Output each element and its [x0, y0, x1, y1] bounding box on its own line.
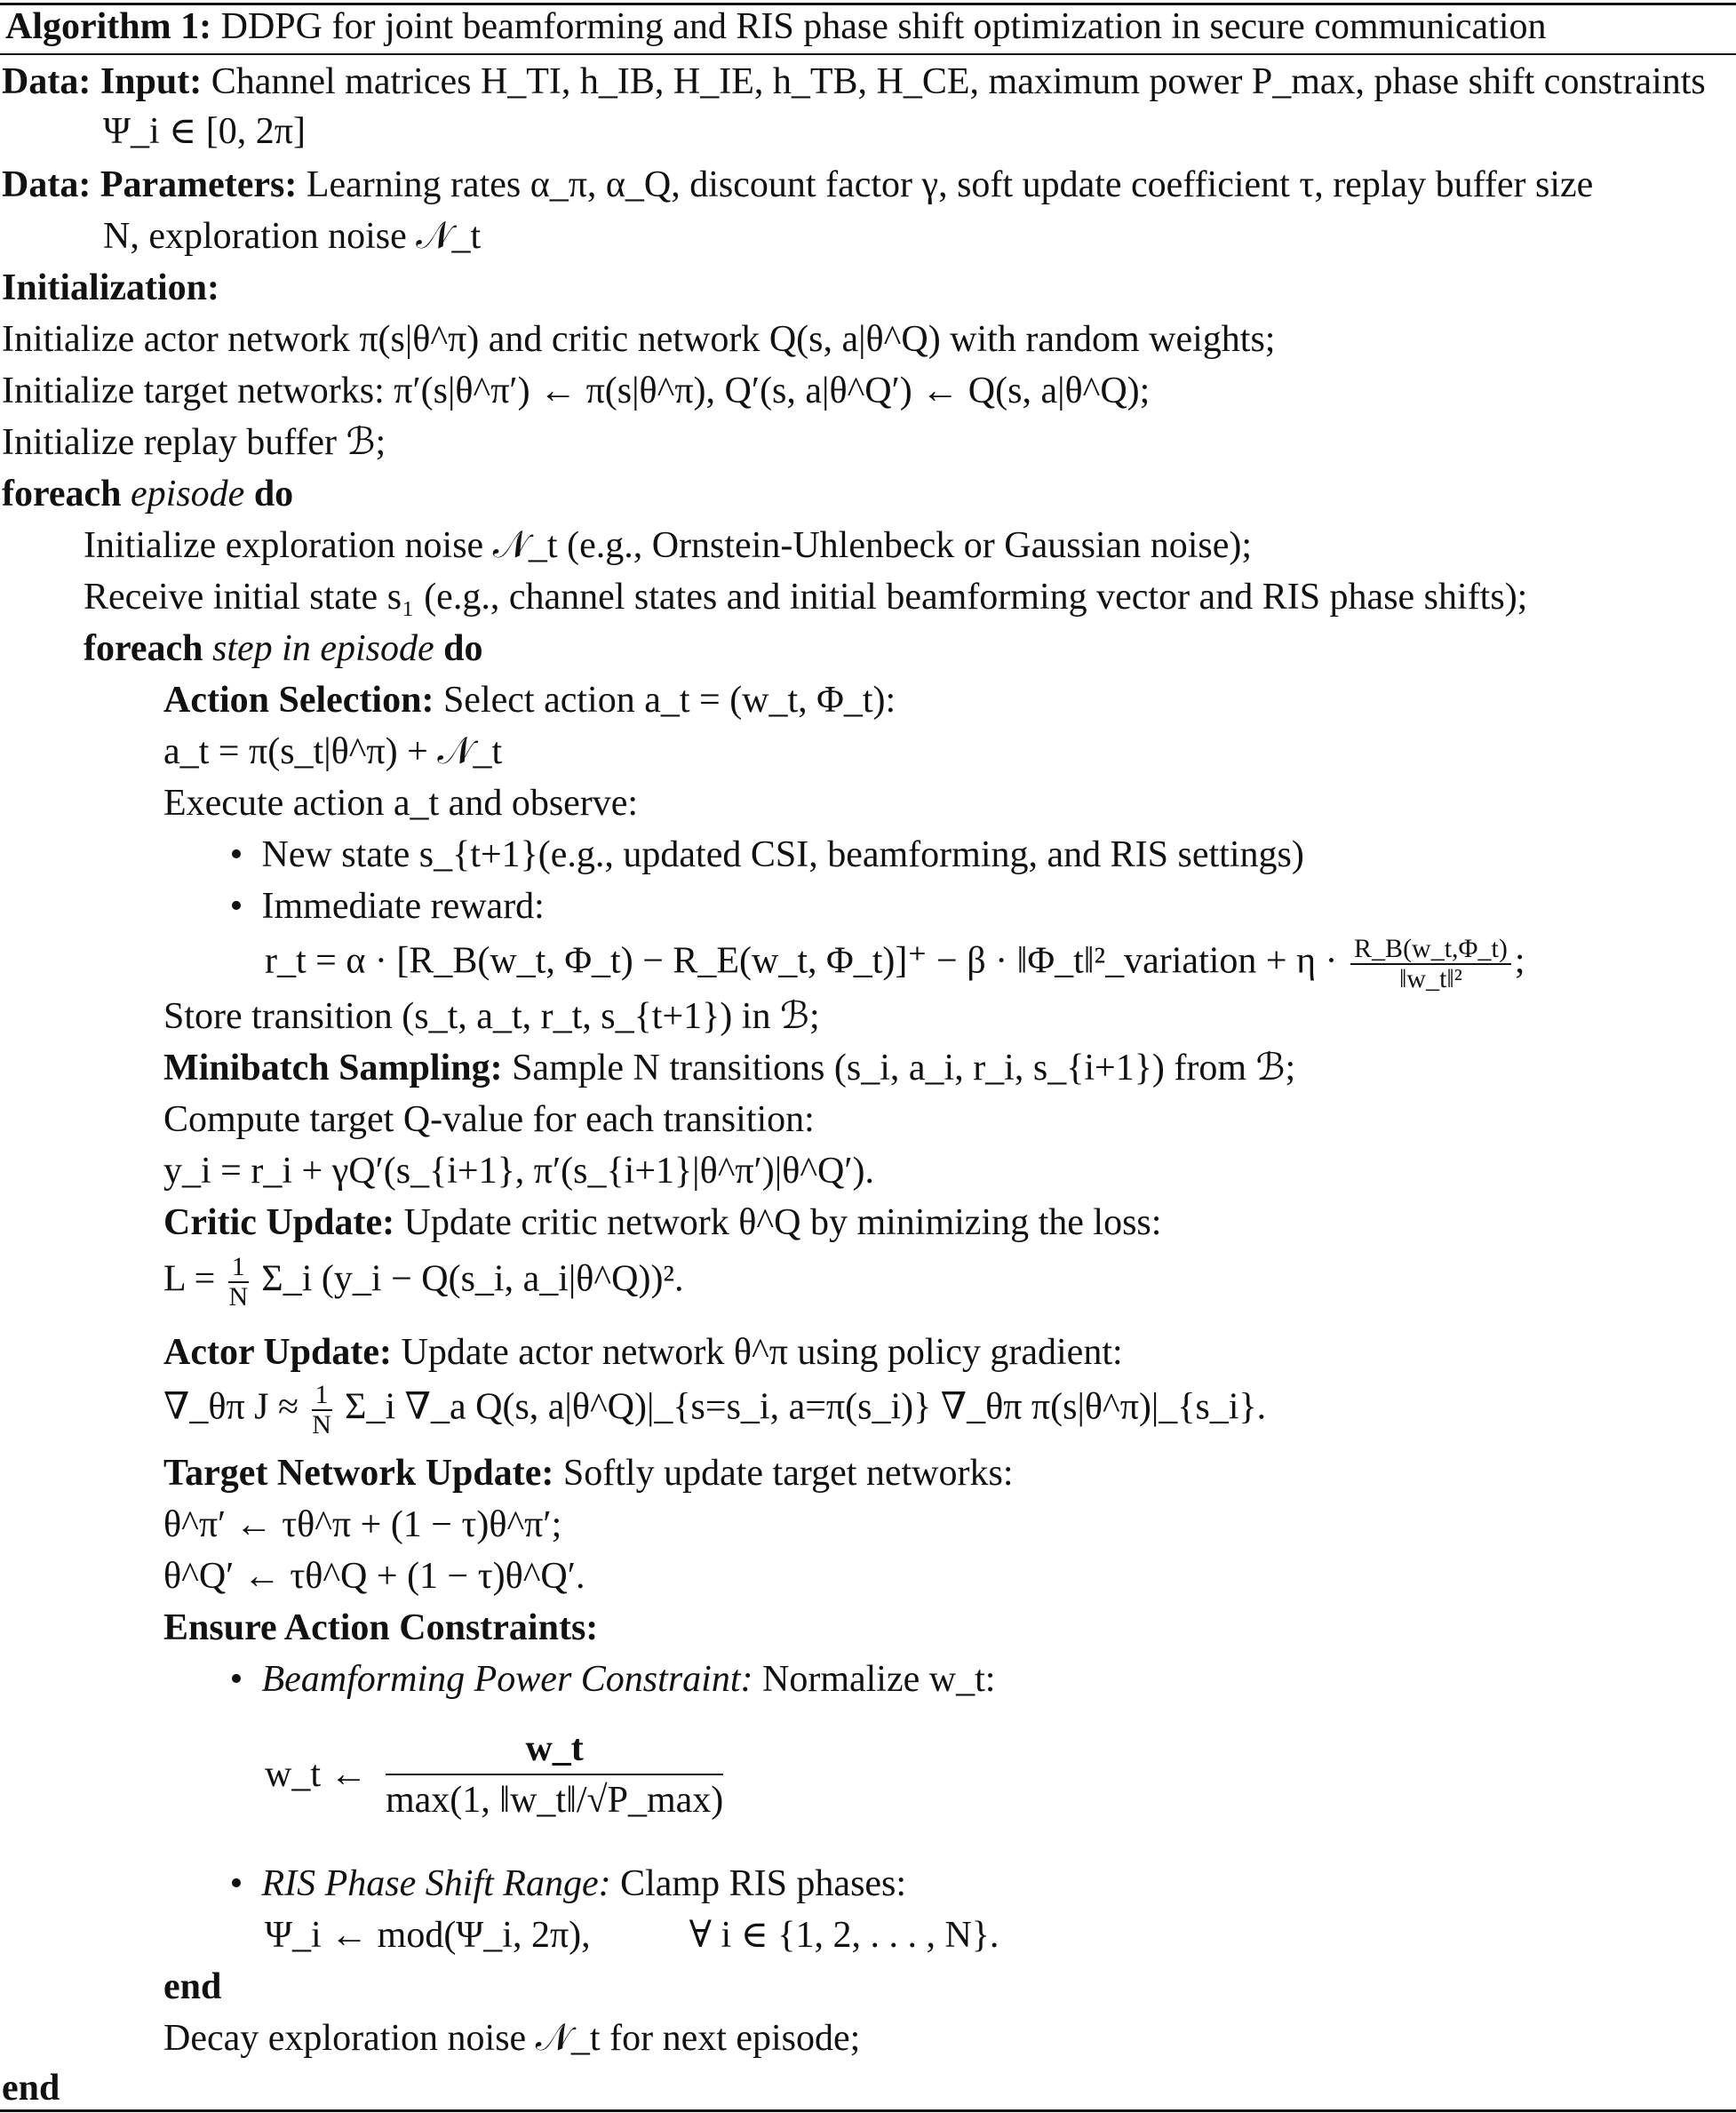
action-selection-key: Action Selection: [163, 680, 434, 721]
clamp-expr: Ψ_i ← mod(Ψ_i, 2π), [265, 1915, 591, 1956]
normalize-denominator: max(1, ‖w_t‖/√P_max) [386, 1780, 724, 1821]
bullet-italic: Beamforming Power Constraint: [261, 1659, 753, 1700]
target-actor-eq: θ^π′ ← τθ^π + (1 − τ)θ^π′; [163, 1504, 562, 1545]
actor-key: Actor Update: [163, 1332, 393, 1373]
constraints-heading: Ensure Action Constraints: [163, 1607, 599, 1648]
loss-rhs: Σ_i (y_i − Q(s_i, a_i|θ^Q))². [261, 1258, 684, 1300]
target-critic-eq: θ^Q′ ← τθ^Q + (1 − τ)θ^Q′. [163, 1556, 585, 1597]
actor-line [163, 1329, 1123, 1375]
algorithm-caption [5, 4, 1547, 50]
minibatch-text: Sample N transitions (s_i, a_i, r_i, s_{i+1}) from ℬ; [512, 1048, 1296, 1088]
normalize-fraction [386, 1724, 723, 1825]
reward-tail: ; [1514, 940, 1525, 982]
gradient-fraction [312, 1381, 332, 1439]
critic-loss-equation [163, 1253, 684, 1315]
reward-numerator: R_B(w_t,Φ_t) [1350, 935, 1511, 965]
minibatch-line [163, 1045, 1295, 1091]
policy-gradient-equation [163, 1381, 1266, 1443]
gradient-numerator: 1 [312, 1381, 332, 1411]
inner-end: end [163, 1966, 222, 2007]
gradient-denominator: N [312, 1410, 331, 1439]
bottom-rule [0, 2109, 1736, 2112]
bullet-text: Normalize w_t: [762, 1659, 996, 1700]
do-keyword: do [443, 628, 483, 669]
init-line-3: Initialize replay buffer ℬ; [2, 422, 386, 463]
gradient-lhs: ∇_θπ J ≈ [163, 1386, 299, 1428]
critic-text: Update critic network θ^Q by minimizing the loss: [403, 1202, 1162, 1243]
normalize-equation [265, 1724, 732, 1839]
normalize-numerator: w_t [386, 1724, 723, 1775]
critic-line [163, 1200, 1161, 1246]
execute-line: Execute action a_t and observe: [163, 783, 639, 824]
data-label: Data: [2, 61, 92, 102]
bullet-phase-range [220, 1861, 906, 1907]
outer-foreach [2, 471, 293, 517]
data-input-line [2, 59, 1706, 105]
bullet-italic: RIS Phase Shift Range: [261, 1863, 611, 1904]
outer-line-1: Initialize exploration noise 𝒩_t (e.g., Ornstein-Uhlenbeck or Gaussian noise); [84, 525, 1253, 566]
clamp-condition: ∀ i ∈ {1, 2, . . . , N}. [689, 1915, 999, 1956]
target-update-key: Target Network Update: [163, 1453, 554, 1494]
critic-key: Critic Update: [163, 1202, 395, 1243]
parameters-key: Parameters: [100, 164, 298, 205]
phase-clamp-equation [265, 1912, 999, 1958]
foreach-keyword: foreach [2, 474, 122, 514]
init-heading: Initialization: [2, 267, 220, 308]
store-transition: Store transition (s_t, a_t, r_t, s_{t+1}) in ℬ; [163, 996, 820, 1037]
action-selection [163, 677, 896, 723]
caption-rule [0, 53, 1736, 55]
gradient-rhs: Σ_i ∇_a Q(s, a|θ^Q)|_{s=s_i, a=π(s_i)} ∇_θπ π(s|θ^π)|_{s_i}. [345, 1386, 1267, 1428]
data-params-line [2, 162, 1593, 208]
foreach-keyword: foreach [84, 628, 203, 669]
data-label: Data: [2, 164, 92, 205]
reward-equation [265, 935, 1525, 997]
normalize-lhs: w_t ← [265, 1754, 368, 1795]
action-selection-text: Select action a_t = (w_t, Φ_t): [442, 680, 896, 721]
bullet-new-state [220, 832, 1304, 878]
bullet-text: Clamp RIS phases: [620, 1863, 907, 1904]
algorithm-label: Algorithm 1: [5, 6, 212, 47]
bullet-icon: • [229, 886, 243, 927]
target-update-text: Softly update target networks: [562, 1453, 1014, 1494]
init-line-1: Initialize actor network π(s|θ^π) and critic network Q(s, a|θ^Q) with random weights; [2, 319, 1276, 360]
minibatch-key: Minibatch Sampling: [163, 1048, 503, 1088]
outer-line-2: Receive initial state s₁ (e.g., channel states and initial beamforming vector and RIS phase shifts); [84, 577, 1528, 618]
loss-numerator: 1 [228, 1253, 249, 1283]
bullet-text: New state s_{t+1}(e.g., updated CSI, beamforming, and RIS settings) [261, 834, 1304, 875]
compute-target-line: Compute target Q-value for each transition: [163, 1099, 815, 1140]
loss-denominator: N [228, 1282, 249, 1312]
action-equation: a_t = π(s_t|θ^π) + 𝒩_t [163, 731, 503, 772]
actor-text: Update actor network θ^π using policy gradient: [401, 1332, 1123, 1373]
bullet-icon: • [229, 834, 243, 875]
data-params-cont: N, exploration noise 𝒩_t [103, 216, 482, 257]
target-q-equation: y_i = r_i + γQ′(s_{i+1}, π′(s_{i+1}|θ^π′)|θ^Q′). [163, 1151, 875, 1192]
parameters-text: Learning rates α_π, α_Q, discount factor γ, soft update coefficient τ, replay buffer size [306, 164, 1594, 205]
decay-noise-line: Decay exploration noise 𝒩_t for next episode; [163, 2018, 861, 2059]
reward-denominator: ‖w_t‖² [1399, 964, 1462, 993]
bullet-text: Immediate reward: [261, 886, 545, 927]
bullet-icon: • [229, 1863, 243, 1904]
init-line-2: Initialize target networks: π′(s|θ^π′) ← π(s|θ^π), Q′(s, a|θ^Q′) ← Q(s, a|θ^Q); [2, 371, 1151, 411]
outer-end: end [2, 2068, 60, 2109]
input-key: Input: [100, 61, 203, 102]
data-input-cont: Ψ_i ∈ [0, 2π] [103, 111, 306, 152]
foreach-var: episode [131, 474, 245, 514]
input-text: Channel matrices H_TI, h_IB, H_IE, h_TB, H_CE, maximum power P_max, phase shift constraints [211, 61, 1706, 102]
bullet-icon: • [229, 1659, 243, 1700]
reward-expr: r_t = α · [R_B(w_t, Φ_t) − R_E(w_t, Φ_t)]⁺ − β · ‖Φ_t‖²_variation + η · [265, 940, 1338, 982]
reward-fraction [1350, 935, 1511, 993]
target-update-line [163, 1450, 1014, 1496]
inner-foreach [84, 626, 483, 672]
bullet-power-constraint [220, 1656, 995, 1702]
loss-fraction [228, 1253, 249, 1312]
foreach-var: step in episode [212, 628, 434, 669]
do-keyword: do [253, 474, 294, 514]
loss-lhs: L = [163, 1258, 216, 1300]
bullet-reward [220, 883, 545, 929]
algorithm-title: DDPG for joint beamforming and RIS phase shift optimization in secure communication [220, 6, 1547, 47]
